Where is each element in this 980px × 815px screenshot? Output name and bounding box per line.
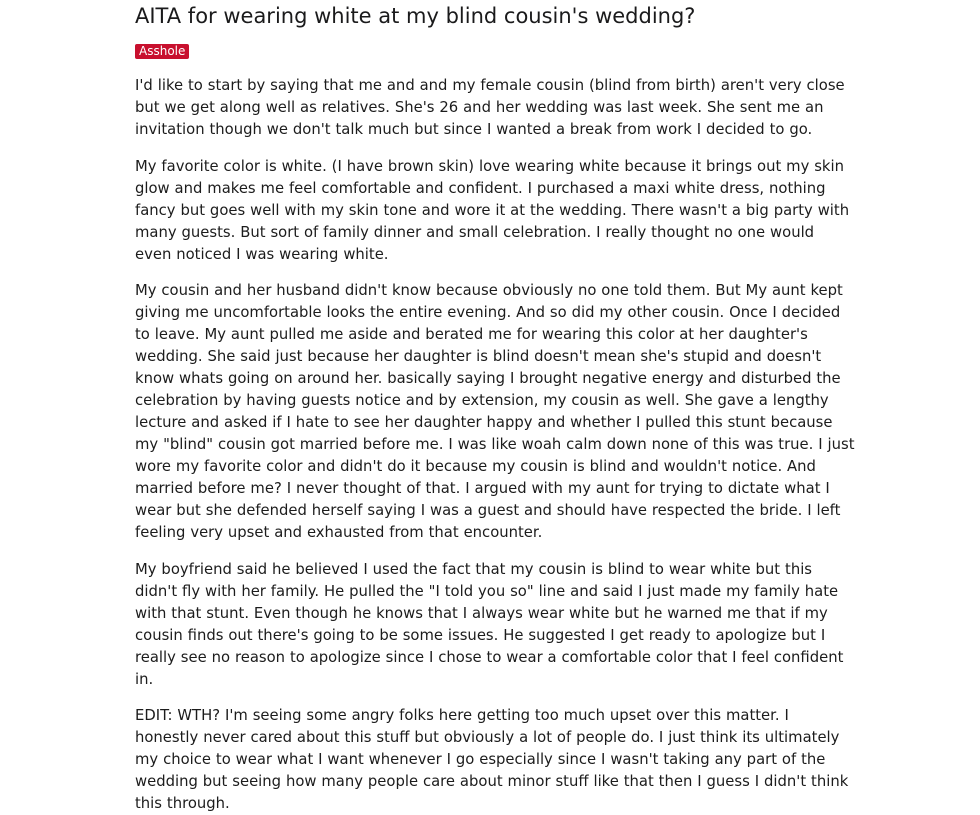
post-paragraph-2: My favorite color is white. (I have brown skin) love wearing white because it brings out my skin glow and makes me feel comfortable and confident. I purchased a maxi white dress, nothing fancy but goes well with my skin tone and wore it at the wedding. There wasn't a big party with many guests. But sort of family dinner and small celebration. I really thought no one would even noticed I was wearing white. [135, 157, 850, 263]
post-paragraph-1: I'd like to start by saying that me and and my female cousin (blind from birth) aren't very close but we get along well as relatives. She's 26 and her wedding was last week. She sent me an invitation though we don't talk much but since I wanted a break from work I decided to go. [135, 77, 845, 138]
verdict-flair-badge[interactable]: Asshole [135, 44, 189, 59]
post-body [135, 75, 855, 815]
post-title[interactable]: AITA for wearing white at my blind cousin's wedding? [135, 4, 696, 28]
post-paragraph-4: My boyfriend said he believed I used the fact that my cousin is blind to wear white but this didn't fly with her family. He pulled the "I told you so" line and said I just made my family hate with that stunt. Even though he knows that I always wear white but he warned me that if my cousin finds out there's going to be some issues. He suggested I get ready to apologize but I really see no reason to apologize since I chose to wear a comfortable color that I feel confident in. [135, 560, 844, 688]
post-paragraph-3: My cousin and her husband didn't know because obviously no one told them. But My aunt kept giving me uncomfortable looks the entire evening. And so did my other cousin. Once I decided to leave. My aunt pulled me aside and berated me for wearing this color at her daughter's wedding. She said just because her daughter is blind doesn't mean she's stupid and doesn't know whats going on around her. basically saying I brought negative energy and disturbed the celebration by having guests notice and by extension, my cousin as well. She gave a lengthy lecture and asked if I hate to see her daughter happy and whether I pulled this stunt because my "blind" cousin got married before me. I was like woah calm down none of this was true. I just wore my favorite color and didn't do it because my cousin is blind and wouldn't notice. And married before me? I never thought of that. I argued with my aunt for trying to dictate what I wear but she defended herself saying I was a guest and should have respected the bride. I left feeling very upset and exhausted from that encounter. [135, 282, 855, 541]
post-container [135, 0, 855, 815]
post-paragraph-5-edit: EDIT: WTH? I'm seeing some angry folks here getting too much upset over this matter. I honestly never cared about this stuff but obviously a lot of people do. I just think its ultimately my choice to wear what I want whenever I go especially since I wasn't taking any part of the wedding but seeing how many people care about minor stuff like that then I guess I didn't think this through. [135, 707, 849, 812]
